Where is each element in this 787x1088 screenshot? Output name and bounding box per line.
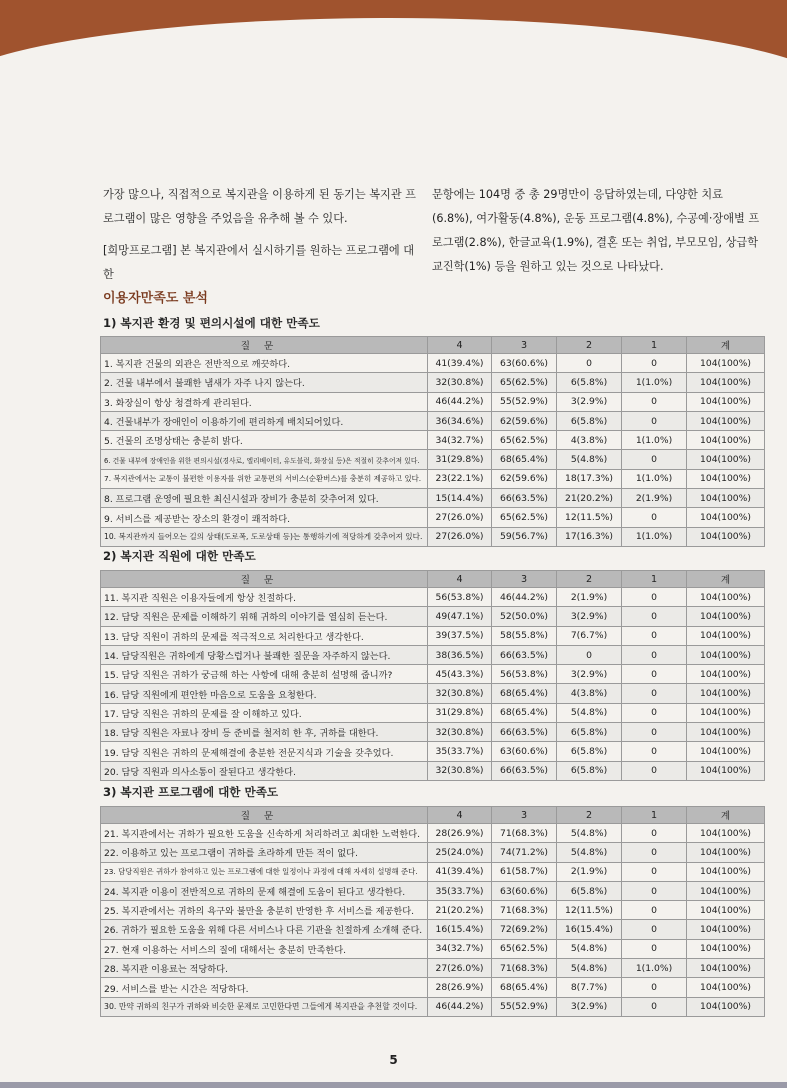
value-cell: 66(63.5%) — [492, 645, 557, 664]
value-cell: 74(71.2%) — [492, 843, 557, 862]
value-cell: 0 — [622, 607, 687, 626]
header-score-1: 1 — [622, 571, 687, 588]
header-score-3: 3 — [492, 807, 557, 824]
value-cell: 41(39.4%) — [428, 354, 492, 373]
value-cell: 2(1.9%) — [622, 489, 687, 508]
value-cell: 6(5.8%) — [557, 881, 622, 900]
question-cell: 23. 담당직원은 귀하가 참여하고 있는 프로그램에 대한 일정이나 과정에 대해 자세히 설명해 준다. — [101, 862, 428, 881]
value-cell: 1(1.0%) — [622, 527, 687, 546]
survey-table-environment — [100, 336, 765, 547]
value-cell: 6(5.8%) — [557, 373, 622, 392]
table-row — [101, 862, 765, 881]
question-cell: 1. 복지관 건물의 외관은 전반적으로 깨끗하다. — [101, 354, 428, 373]
table-row — [101, 881, 765, 900]
header-score-1: 1 — [622, 807, 687, 824]
value-cell: 63(60.6%) — [492, 742, 557, 761]
value-cell: 104(100%) — [687, 665, 765, 684]
value-cell: 104(100%) — [687, 723, 765, 742]
value-cell: 59(56.7%) — [492, 527, 557, 546]
value-cell: 71(68.3%) — [492, 901, 557, 920]
value-cell: 65(62.5%) — [492, 508, 557, 527]
value-cell: 0 — [622, 626, 687, 645]
value-cell: 4(3.8%) — [557, 684, 622, 703]
value-cell: 7(6.7%) — [557, 626, 622, 645]
question-cell: 10. 복지관까지 들어오는 길의 상태(도로폭, 도로상태 등)는 통행하기에 적당하게 갖추어져 있다. — [101, 527, 428, 546]
value-cell: 1(1.0%) — [622, 959, 687, 978]
header-score-2: 2 — [557, 807, 622, 824]
value-cell: 39(37.5%) — [428, 626, 492, 645]
header-band — [0, 0, 787, 95]
value-cell: 0 — [557, 645, 622, 664]
value-cell: 0 — [622, 742, 687, 761]
value-cell: 46(44.2%) — [492, 588, 557, 607]
value-cell: 65(62.5%) — [492, 939, 557, 958]
value-cell: 15(14.4%) — [428, 489, 492, 508]
value-cell: 21(20.2%) — [428, 901, 492, 920]
question-cell: 18. 담당 직원은 자료나 장비 등 준비를 철저히 한 후, 귀하를 대한다. — [101, 723, 428, 742]
value-cell: 0 — [622, 761, 687, 780]
value-cell: 0 — [622, 392, 687, 411]
value-cell: 32(30.8%) — [428, 761, 492, 780]
value-cell: 34(32.7%) — [428, 431, 492, 450]
table-row — [101, 527, 765, 546]
question-cell: 16. 담당 직원에게 편안한 마음으로 도움을 요청한다. — [101, 684, 428, 703]
question-cell: 5. 건물의 조명상태는 충분히 밝다. — [101, 431, 428, 450]
table-row — [101, 761, 765, 780]
value-cell: 16(15.4%) — [428, 920, 492, 939]
header-score-계: 계 — [687, 571, 765, 588]
table-header-row — [101, 807, 765, 824]
value-cell: 104(100%) — [687, 684, 765, 703]
value-cell: 49(47.1%) — [428, 607, 492, 626]
paragraph-gap — [103, 231, 421, 239]
table-row — [101, 489, 765, 508]
value-cell: 18(17.3%) — [557, 469, 622, 488]
value-cell: 104(100%) — [687, 939, 765, 958]
question-cell: 6. 건물 내부에 장애인을 위한 편의시설(경사로, 엘리베이터, 유도블럭, 화장실 등)은 적절히 갖추어져 있다. — [101, 450, 428, 469]
table-row — [101, 392, 765, 411]
value-cell: 6(5.8%) — [557, 742, 622, 761]
value-cell: 28(26.9%) — [428, 978, 492, 997]
value-cell: 0 — [622, 901, 687, 920]
table-header-row — [101, 571, 765, 588]
value-cell: 104(100%) — [687, 920, 765, 939]
value-cell: 52(50.0%) — [492, 607, 557, 626]
value-cell: 63(60.6%) — [492, 881, 557, 900]
value-cell: 46(44.2%) — [428, 392, 492, 411]
value-cell: 32(30.8%) — [428, 723, 492, 742]
section-title: 이용자만족도 분석 — [103, 291, 208, 306]
table-row — [101, 997, 765, 1016]
value-cell: 41(39.4%) — [428, 862, 492, 881]
table-row — [101, 411, 765, 430]
value-cell: 38(36.5%) — [428, 645, 492, 664]
value-cell: 0 — [622, 508, 687, 527]
value-cell: 34(32.7%) — [428, 939, 492, 958]
table-row — [101, 508, 765, 527]
value-cell: 104(100%) — [687, 862, 765, 881]
value-cell: 0 — [622, 645, 687, 664]
question-cell: 22. 이용하고 있는 프로그램이 귀하를 초라하게 만든 적이 없다. — [101, 843, 428, 862]
table-row — [101, 665, 765, 684]
table-row — [101, 607, 765, 626]
intro-left-paragraph-1: 가장 많으나, 직접적으로 복지관을 이용하게 된 동기는 복지관 프로그램이 많은 영향을 주었음을 유추해 볼 수 있다. — [103, 188, 416, 225]
table-row — [101, 742, 765, 761]
table-row — [101, 824, 765, 843]
question-cell: 3. 화장실이 항상 청결하게 관리된다. — [101, 392, 428, 411]
intro-left-paragraph-2: [희망프로그램] 본 복지관에서 실시하기를 원하는 프로그램에 대한 — [103, 244, 415, 281]
value-cell: 0 — [622, 450, 687, 469]
value-cell: 104(100%) — [687, 761, 765, 780]
value-cell: 104(100%) — [687, 411, 765, 430]
value-cell: 31(29.8%) — [428, 450, 492, 469]
question-cell: 13. 담당 직원이 귀하의 문제를 적극적으로 처리한다고 생각한다. — [101, 626, 428, 645]
value-cell: 0 — [622, 723, 687, 742]
value-cell: 3(2.9%) — [557, 997, 622, 1016]
question-cell: 24. 복지관 이용이 전반적으로 귀하의 문제 해결에 도움이 된다고 생각한다. — [101, 881, 428, 900]
value-cell: 27(26.0%) — [428, 508, 492, 527]
value-cell: 2(1.9%) — [557, 588, 622, 607]
value-cell: 6(5.8%) — [557, 723, 622, 742]
value-cell: 104(100%) — [687, 469, 765, 488]
value-cell: 8(7.7%) — [557, 978, 622, 997]
table-row — [101, 684, 765, 703]
value-cell: 0 — [622, 881, 687, 900]
header-score-4: 4 — [428, 807, 492, 824]
value-cell: 104(100%) — [687, 997, 765, 1016]
table-row — [101, 626, 765, 645]
value-cell: 35(33.7%) — [428, 742, 492, 761]
value-cell: 5(4.8%) — [557, 703, 622, 722]
table-row — [101, 450, 765, 469]
value-cell: 31(29.8%) — [428, 703, 492, 722]
question-cell: 12. 담당 직원은 문제를 이해하기 위해 귀하의 이야기를 열심히 듣는다. — [101, 607, 428, 626]
value-cell: 104(100%) — [687, 978, 765, 997]
table-row — [101, 431, 765, 450]
value-cell: 27(26.0%) — [428, 959, 492, 978]
value-cell: 12(11.5%) — [557, 901, 622, 920]
survey-table-staff — [100, 570, 765, 781]
survey-table-program — [100, 806, 765, 1017]
value-cell: 5(4.8%) — [557, 843, 622, 862]
table-3-title: 3) 복지관 프로그램에 대한 만족도 — [103, 785, 279, 799]
question-cell: 7. 복지관에서는 교통이 불편한 이용자를 위한 교통편의 서비스(순환버스)를 충분히 제공하고 있다. — [101, 469, 428, 488]
question-cell: 21. 복지관에서는 귀하가 필요한 도움을 신속하게 처리하려고 최대한 노력한다. — [101, 824, 428, 843]
question-cell: 29. 서비스를 받는 시간은 적당하다. — [101, 978, 428, 997]
value-cell: 72(69.2%) — [492, 920, 557, 939]
value-cell: 1(1.0%) — [622, 373, 687, 392]
value-cell: 3(2.9%) — [557, 392, 622, 411]
question-cell: 14. 담당직원은 귀하에게 당황스럽거나 불쾌한 질문을 자주하지 않는다. — [101, 645, 428, 664]
value-cell: 5(4.8%) — [557, 450, 622, 469]
value-cell: 16(15.4%) — [557, 920, 622, 939]
value-cell: 55(52.9%) — [492, 997, 557, 1016]
header-score-계: 계 — [687, 807, 765, 824]
question-cell: 20. 담당 직원과 의사소통이 잘된다고 생각한다. — [101, 761, 428, 780]
table-row — [101, 469, 765, 488]
value-cell: 104(100%) — [687, 588, 765, 607]
value-cell: 68(65.4%) — [492, 684, 557, 703]
question-cell: 27. 현재 이용하는 서비스의 질에 대해서는 충분히 만족한다. — [101, 939, 428, 958]
value-cell: 2(1.9%) — [557, 862, 622, 881]
value-cell: 104(100%) — [687, 901, 765, 920]
value-cell: 36(34.6%) — [428, 411, 492, 430]
header-score-1: 1 — [622, 337, 687, 354]
value-cell: 66(63.5%) — [492, 723, 557, 742]
question-cell: 11. 복지관 직원은 이용자들에게 항상 친절하다. — [101, 588, 428, 607]
value-cell: 0 — [622, 684, 687, 703]
header-score-3: 3 — [492, 337, 557, 354]
header-question: 질문 — [101, 571, 428, 588]
value-cell: 66(63.5%) — [492, 761, 557, 780]
table-row — [101, 920, 765, 939]
table-row — [101, 901, 765, 920]
value-cell: 32(30.8%) — [428, 373, 492, 392]
value-cell: 71(68.3%) — [492, 959, 557, 978]
value-cell: 104(100%) — [687, 392, 765, 411]
value-cell: 0 — [622, 997, 687, 1016]
question-cell: 30. 만약 귀하의 친구가 귀하와 비슷한 문제로 고민한다면 그들에게 복지관을 추천할 것이다. — [101, 997, 428, 1016]
header-score-4: 4 — [428, 571, 492, 588]
value-cell: 0 — [622, 665, 687, 684]
table-row — [101, 645, 765, 664]
value-cell: 104(100%) — [687, 626, 765, 645]
value-cell: 58(55.8%) — [492, 626, 557, 645]
value-cell: 62(59.6%) — [492, 469, 557, 488]
value-cell: 5(4.8%) — [557, 824, 622, 843]
value-cell: 104(100%) — [687, 508, 765, 527]
value-cell: 104(100%) — [687, 742, 765, 761]
header-score-3: 3 — [492, 571, 557, 588]
question-cell: 28. 복지관 이용료는 적당하다. — [101, 959, 428, 978]
value-cell: 6(5.8%) — [557, 761, 622, 780]
value-cell: 104(100%) — [687, 824, 765, 843]
value-cell: 23(22.1%) — [428, 469, 492, 488]
value-cell: 1(1.0%) — [622, 431, 687, 450]
intro-right-paragraph: 문항에는 104명 중 총 29명만이 응답하였는데, 다양한 치료(6.8%), 여가활동(4.8%), 운동 프로그램(4.8%), 수공예·장애별 프로그램(2.8%), 한글교육(1.9%), 결혼 또는 취업, 부모모임, 상급학교진학(1%) 등을 원하고 있는 것으로 나타났다. — [432, 188, 760, 273]
value-cell: 56(53.8%) — [428, 588, 492, 607]
header-score-2: 2 — [557, 571, 622, 588]
value-cell: 0 — [622, 354, 687, 373]
table-1-title: 1) 복지관 환경 및 편의시설에 대한 만족도 — [103, 316, 320, 330]
value-cell: 104(100%) — [687, 431, 765, 450]
value-cell: 104(100%) — [687, 703, 765, 722]
value-cell: 56(53.8%) — [492, 665, 557, 684]
value-cell: 5(4.8%) — [557, 939, 622, 958]
value-cell: 21(20.2%) — [557, 489, 622, 508]
table-row — [101, 588, 765, 607]
table-2-title: 2) 복지관 직원에 대한 만족도 — [103, 549, 256, 563]
value-cell: 104(100%) — [687, 881, 765, 900]
header-question: 질문 — [101, 807, 428, 824]
value-cell: 63(60.6%) — [492, 354, 557, 373]
value-cell: 104(100%) — [687, 527, 765, 546]
question-cell: 9. 서비스를 제공받는 장소의 환경이 쾌적하다. — [101, 508, 428, 527]
table-row — [101, 373, 765, 392]
value-cell: 0 — [622, 939, 687, 958]
header-score-2: 2 — [557, 337, 622, 354]
value-cell: 71(68.3%) — [492, 824, 557, 843]
question-cell: 19. 담당 직원은 귀하의 문제해결에 충분한 전문지식과 기술을 갖추었다. — [101, 742, 428, 761]
value-cell: 68(65.4%) — [492, 450, 557, 469]
value-cell: 104(100%) — [687, 645, 765, 664]
table-row — [101, 703, 765, 722]
question-cell: 4. 건물내부가 장애인이 이용하기에 편리하게 배치되어있다. — [101, 411, 428, 430]
value-cell: 17(16.3%) — [557, 527, 622, 546]
value-cell: 104(100%) — [687, 959, 765, 978]
page-number: 5 — [389, 1053, 398, 1067]
value-cell: 27(26.0%) — [428, 527, 492, 546]
header-score-4: 4 — [428, 337, 492, 354]
table-row — [101, 959, 765, 978]
intro-left-column — [103, 183, 421, 287]
value-cell: 104(100%) — [687, 450, 765, 469]
value-cell: 28(26.9%) — [428, 824, 492, 843]
table-row — [101, 354, 765, 373]
value-cell: 1(1.0%) — [622, 469, 687, 488]
value-cell: 65(62.5%) — [492, 431, 557, 450]
value-cell: 46(44.2%) — [428, 997, 492, 1016]
value-cell: 35(33.7%) — [428, 881, 492, 900]
value-cell: 6(5.8%) — [557, 411, 622, 430]
value-cell: 62(59.6%) — [492, 411, 557, 430]
value-cell: 68(65.4%) — [492, 703, 557, 722]
question-cell: 25. 복지관에서는 귀하의 욕구와 불만을 충분히 반영한 후 서비스를 제공한다. — [101, 901, 428, 920]
value-cell: 0 — [622, 843, 687, 862]
header-score-계: 계 — [687, 337, 765, 354]
value-cell: 0 — [622, 920, 687, 939]
question-cell: 15. 담당 직원은 귀하가 궁금해 하는 사항에 대해 충분히 설명해 줍니까? — [101, 665, 428, 684]
value-cell: 45(43.3%) — [428, 665, 492, 684]
value-cell: 0 — [622, 703, 687, 722]
bottom-border — [0, 1082, 787, 1088]
intro-right-column — [432, 183, 762, 279]
value-cell: 104(100%) — [687, 354, 765, 373]
table-header-row — [101, 337, 765, 354]
header-question: 질문 — [101, 337, 428, 354]
value-cell: 3(2.9%) — [557, 665, 622, 684]
value-cell: 0 — [622, 824, 687, 843]
table-row — [101, 843, 765, 862]
value-cell: 0 — [622, 588, 687, 607]
question-cell: 17. 담당 직원은 귀하의 문제를 잘 이해하고 있다. — [101, 703, 428, 722]
value-cell: 66(63.5%) — [492, 489, 557, 508]
value-cell: 4(3.8%) — [557, 431, 622, 450]
value-cell: 32(30.8%) — [428, 684, 492, 703]
question-cell: 26. 귀하가 필요한 도움을 위해 다른 서비스나 다른 기관을 친절하게 소개해 준다. — [101, 920, 428, 939]
value-cell: 0 — [622, 862, 687, 881]
table-row — [101, 939, 765, 958]
value-cell: 68(65.4%) — [492, 978, 557, 997]
value-cell: 3(2.9%) — [557, 607, 622, 626]
table-row — [101, 978, 765, 997]
value-cell: 61(58.7%) — [492, 862, 557, 881]
question-cell: 8. 프로그램 운영에 필요한 최신시설과 장비가 충분히 갖추어져 있다. — [101, 489, 428, 508]
value-cell: 104(100%) — [687, 843, 765, 862]
question-cell: 2. 건물 내부에서 불쾌한 냄새가 자주 나지 않는다. — [101, 373, 428, 392]
value-cell: 5(4.8%) — [557, 959, 622, 978]
value-cell: 55(52.9%) — [492, 392, 557, 411]
value-cell: 104(100%) — [687, 489, 765, 508]
value-cell: 0 — [622, 411, 687, 430]
value-cell: 65(62.5%) — [492, 373, 557, 392]
value-cell: 0 — [557, 354, 622, 373]
value-cell: 0 — [622, 978, 687, 997]
value-cell: 12(11.5%) — [557, 508, 622, 527]
value-cell: 25(24.0%) — [428, 843, 492, 862]
table-row — [101, 723, 765, 742]
value-cell: 104(100%) — [687, 373, 765, 392]
value-cell: 104(100%) — [687, 607, 765, 626]
